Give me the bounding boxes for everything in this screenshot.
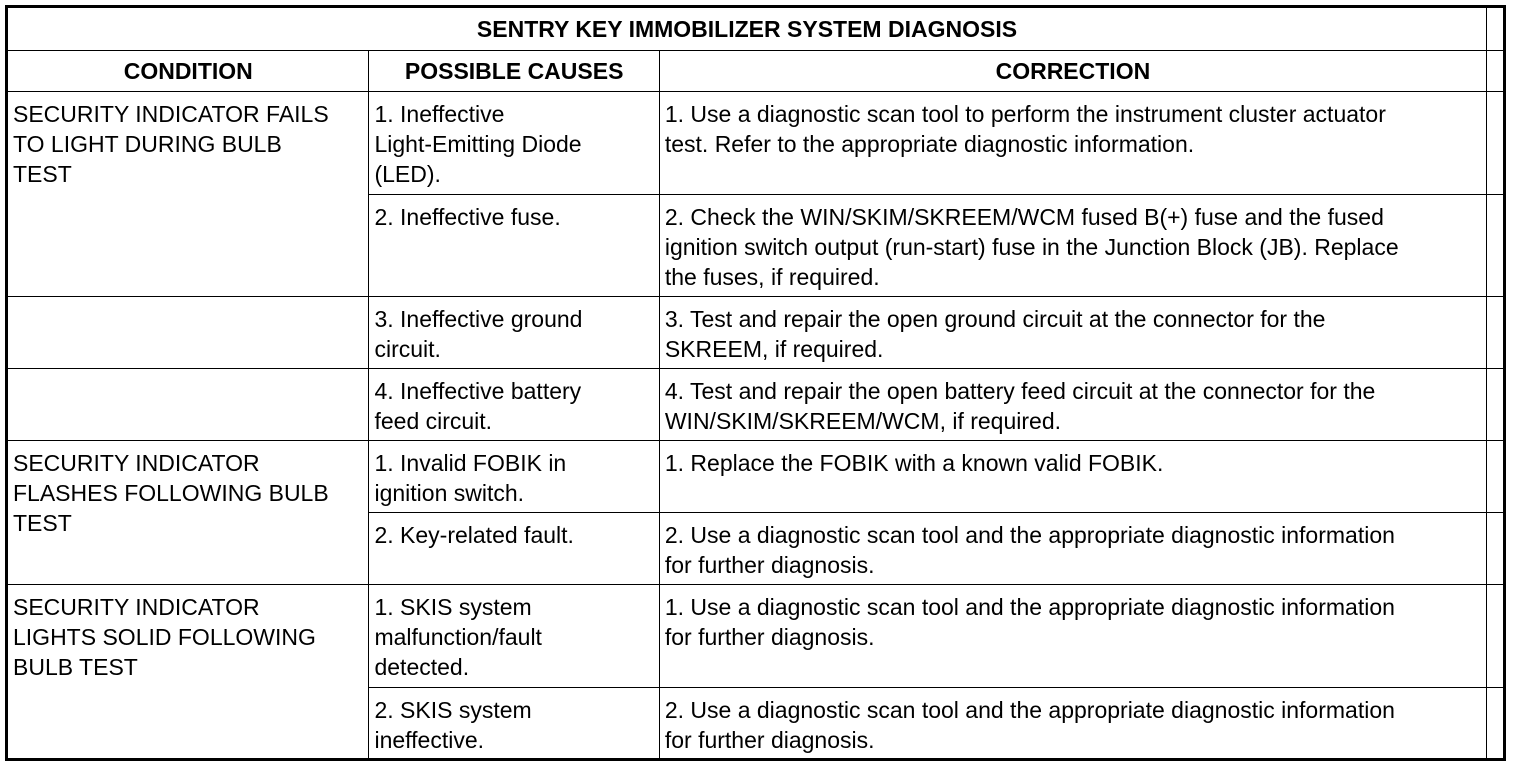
table-title-row (7, 7, 1505, 51)
header-condition: CONDITION (7, 51, 369, 92)
condition-cell: SECURITY INDICATOR LIGHTS SOLID FOLLOWING BULB TEST (7, 585, 369, 760)
spacer-cell (1486, 7, 1504, 51)
header-correction: CORRECTION (659, 51, 1486, 92)
spacer-cell (1486, 51, 1504, 92)
correction-cell: 3. Test and repair the open ground circuit at the connector for the SKREEM, if required. (659, 297, 1486, 369)
cause-cell: 2. Key-related fault. (369, 513, 659, 585)
cause-cell: 2. SKIS system ineffective. (369, 688, 659, 760)
table-row (7, 92, 1505, 195)
condition-cell: SECURITY INDICATOR FLASHES FOLLOWING BULB TEST (7, 441, 369, 585)
spacer-cell (1486, 441, 1504, 513)
table-row (7, 369, 1505, 441)
table-header-row (7, 51, 1505, 92)
spacer-cell (1486, 297, 1504, 369)
condition-cell: SECURITY INDICATOR FAILS TO LIGHT DURING BULB TEST (7, 92, 369, 297)
table-row (7, 585, 1505, 688)
condition-cell (7, 297, 369, 369)
correction-cell: 1. Use a diagnostic scan tool and the appropriate diagnostic information for further diagnosis. (659, 585, 1486, 688)
correction-cell: 1. Replace the FOBIK with a known valid FOBIK. (659, 441, 1486, 513)
table-row (7, 297, 1505, 369)
spacer-cell (1486, 369, 1504, 441)
condition-cell (7, 369, 369, 441)
correction-cell: 4. Test and repair the open battery feed circuit at the connector for the WIN/SKIM/SKREEM/WCM, if required. (659, 369, 1486, 441)
spacer-cell (1486, 688, 1504, 760)
header-possible-causes: POSSIBLE CAUSES (369, 51, 659, 92)
cause-cell: 1. Ineffective Light-Emitting Diode (LED). (369, 92, 659, 195)
correction-cell: 2. Use a diagnostic scan tool and the appropriate diagnostic information for further diagnosis. (659, 513, 1486, 585)
spacer-cell (1486, 585, 1504, 688)
correction-cell: 2. Check the WIN/SKIM/SKREEM/WCM fused B(+) fuse and the fused ignition switch output (run-start) fuse in the Junction Block (JB). Replace the fuses, if required. (659, 195, 1486, 297)
cause-cell: 2. Ineffective fuse. (369, 195, 659, 297)
cause-cell: 3. Ineffective ground circuit. (369, 297, 659, 369)
spacer-cell (1486, 92, 1504, 195)
spacer-cell (1486, 513, 1504, 585)
diagnosis-table (5, 5, 1506, 761)
spacer-cell (1486, 195, 1504, 297)
cause-cell: 4. Ineffective battery feed circuit. (369, 369, 659, 441)
correction-cell: 2. Use a diagnostic scan tool and the appropriate diagnostic information for further diagnosis. (659, 688, 1486, 760)
cause-cell: 1. SKIS system malfunction/fault detected. (369, 585, 659, 688)
table-row (7, 441, 1505, 513)
cause-cell: 1. Invalid FOBIK in ignition switch. (369, 441, 659, 513)
table-title: SENTRY KEY IMMOBILIZER SYSTEM DIAGNOSIS (7, 7, 1487, 51)
correction-cell: 1. Use a diagnostic scan tool to perform the instrument cluster actuator test. Refer to the appropriate diagnostic information. (659, 92, 1486, 195)
